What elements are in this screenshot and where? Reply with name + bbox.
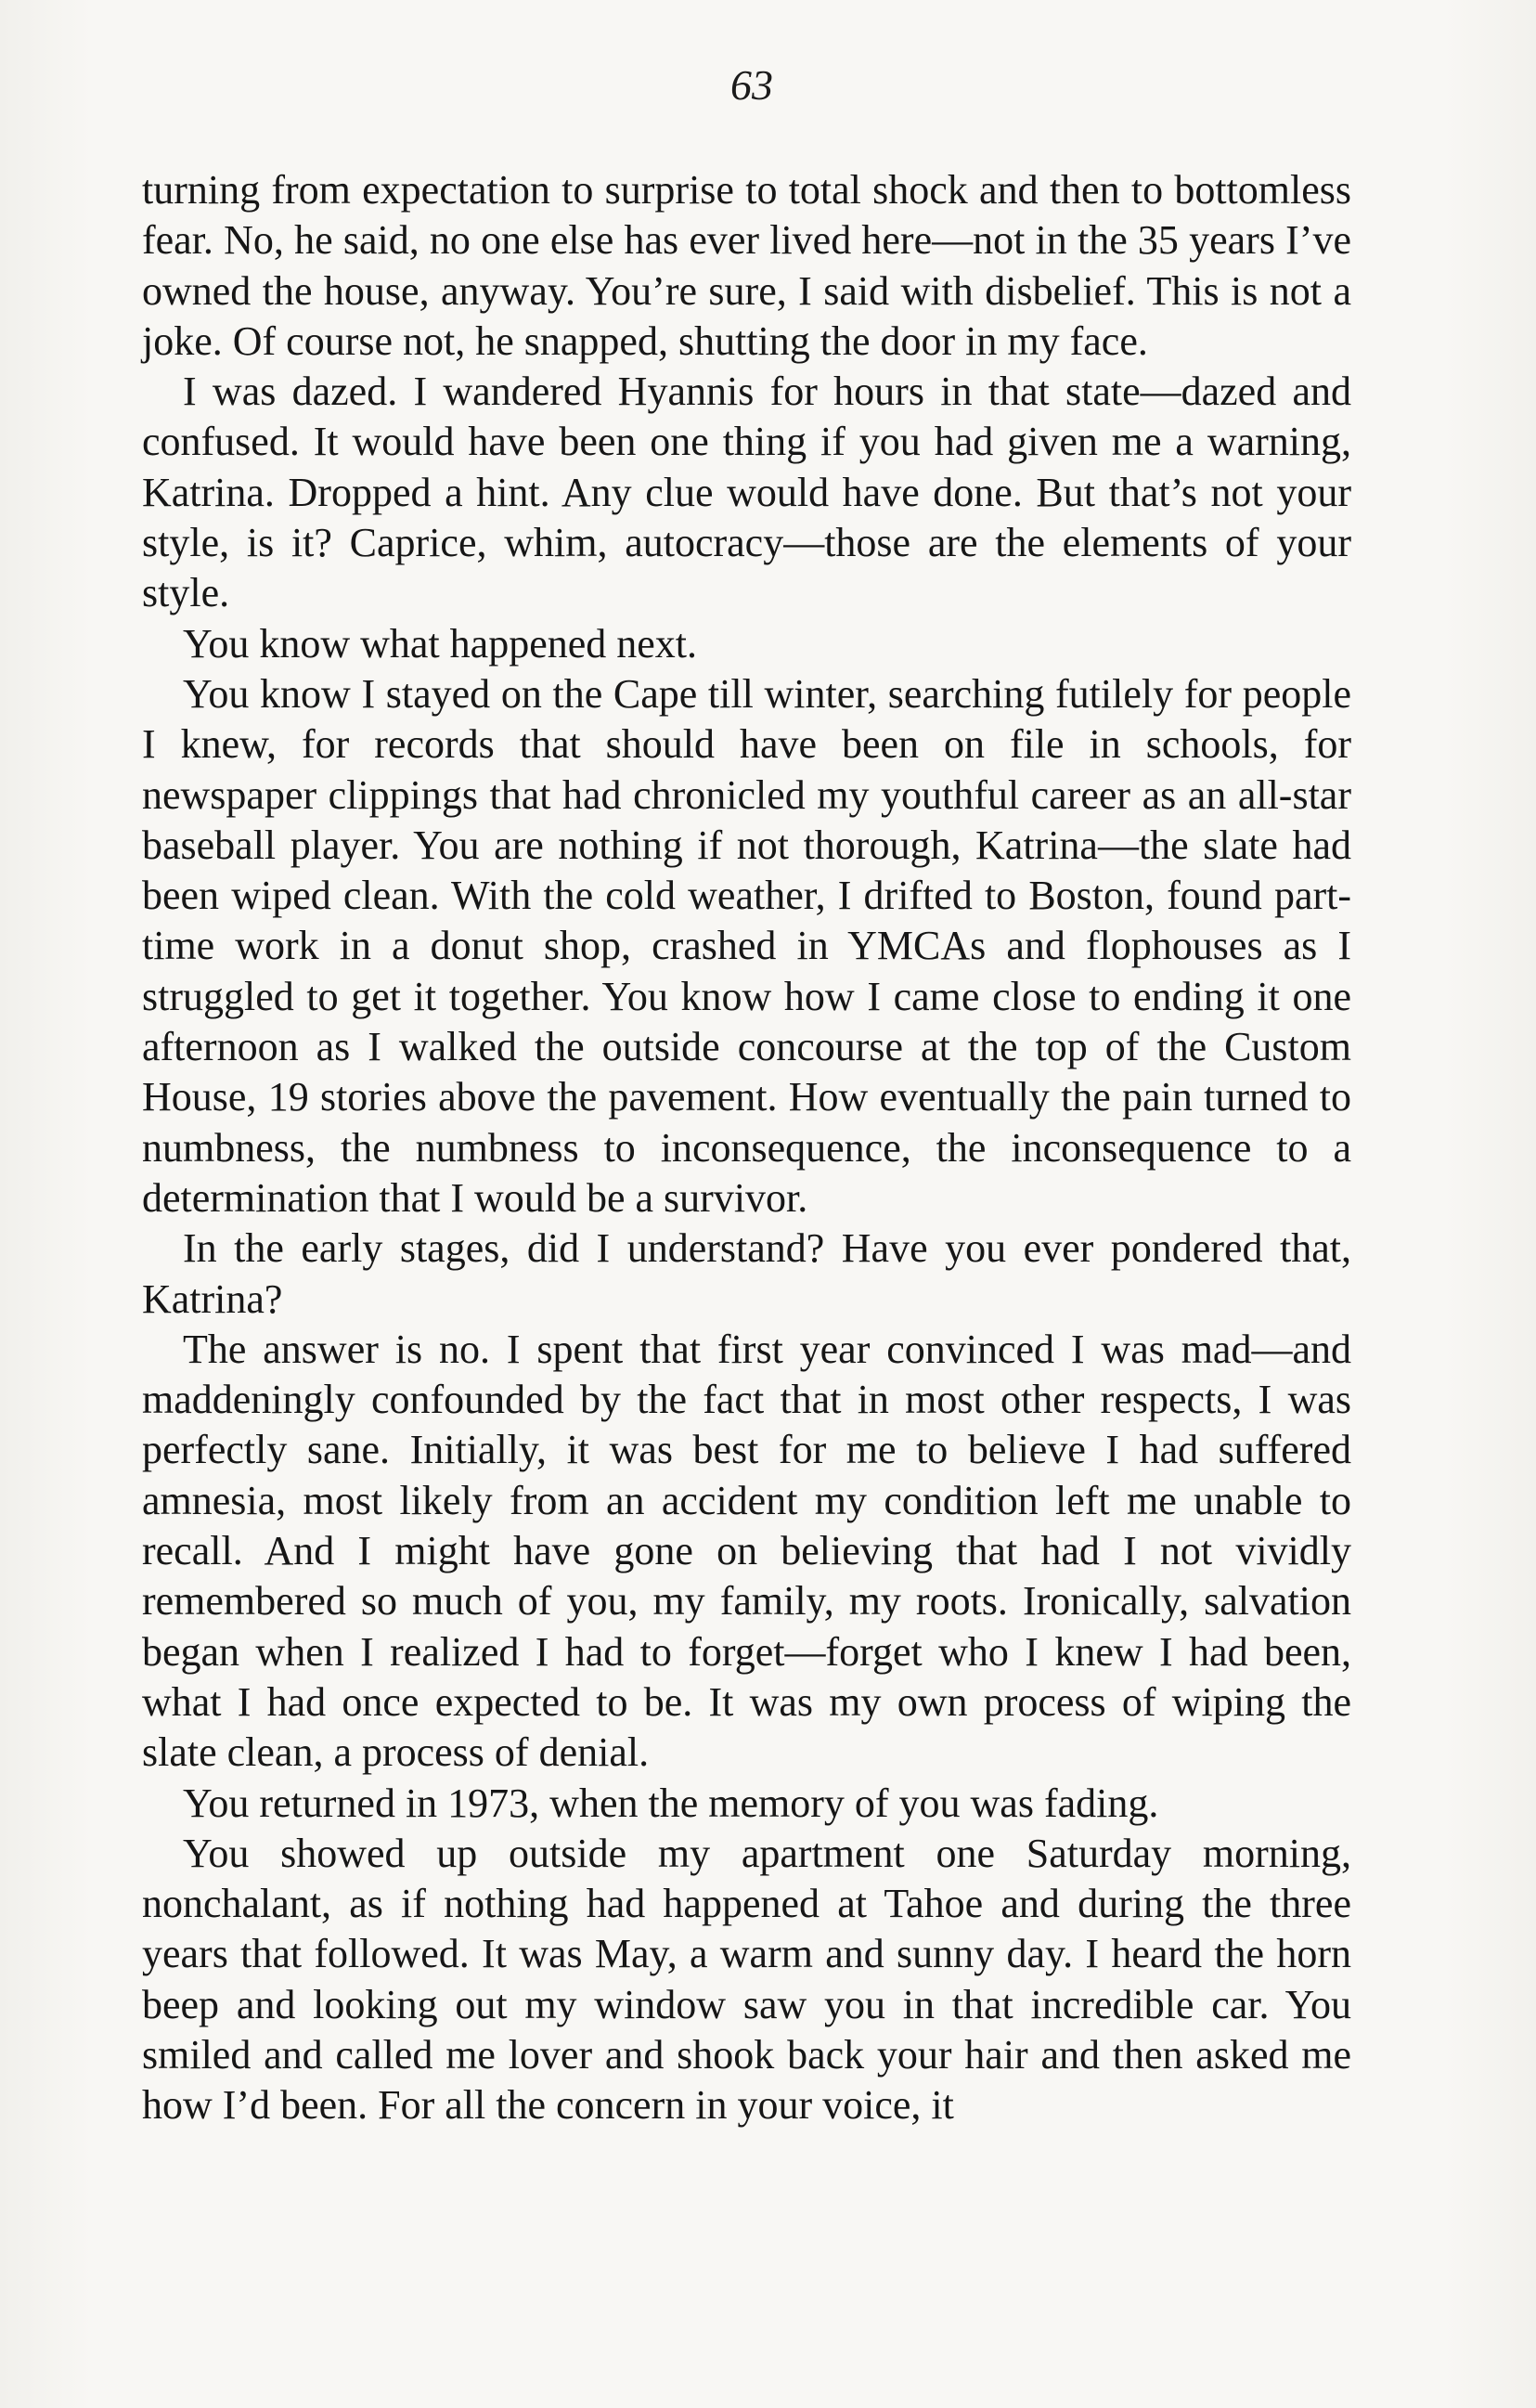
paragraph: I was dazed. I wandered Hyannis for hours in that state—dazed and confused. It would have been one thing if you had given me a warning, Katrina. Dropped a hint. Any clue would have done. But that’s not your style, is it? Caprice, whim, autocracy—those are the elements of your style. — [142, 369, 1351, 616]
paragraph: You know I stayed on the Cape till winter, searching futilely for people I knew, for records that should have been on file in schools, for newspaper clippings that had chronicled my youthful career as an all-star baseball player. You are nothing if not thorough, Katrina—the slate had been wiped clean. With the cold weather, I drifted to Boston, found part-time work in a donut shop, crashed in YMCAs and flophouses as I struggled to get it together. You know how I came close to ending it one afternoon as I walked the outside concourse at the top of the Custom House, 19 stories above the pavement. How eventually the pain turned to numbness, the numbness to inconsequence, the inconsequence to a determination that I would be a survivor. — [142, 670, 1351, 1221]
paragraph: In the early stages, did I understand? Have you ever pondered that, Katrina? — [142, 1225, 1351, 1322]
paragraph: You showed up outside my apartment one Saturday morning, nonchalant, as if nothing had happened at Tahoe and during the three years that followed. It was May, a warm and sunny day. I heard the horn beep and looking out my window saw you in that incredible car. You smiled and called me lover and shook back your hair and then asked me how I’d been. For all the concern in your voice, it — [142, 1830, 1351, 2129]
paragraph: The answer is no. I spent that first year convinced I was mad—and maddeningly confounded by the fact that in most other respects, I was perfectly sane. Initially, it was best for me to believe I had suffered amnesia, most likely from an accident my condition left me unable to recall. And I might have gone on believing that had I not vividly remembered so much of you, my family, my roots. Ironically, salvation began when I realized I had to forget—forget who I knew I had been, what I had once expected to be. It was my own process of wiping the slate clean, a process of denial. — [142, 1326, 1351, 1776]
body-text — [142, 165, 1351, 2131]
page-number: 63 — [730, 61, 773, 109]
paragraph: turning from expectation to surprise to total shock and then to bottomless fear. No, he said, no one else has ever lived here—not in the 35 years I’ve owned the house, anyway. You’re sure, I said with disbelief. This is not a joke. Of course not, he snapped, shutting the door in my face. — [142, 167, 1351, 364]
paragraph: You know what happened next. — [183, 620, 698, 667]
paragraph: You returned in 1973, when the memory of you was fading. — [183, 1780, 1159, 1826]
